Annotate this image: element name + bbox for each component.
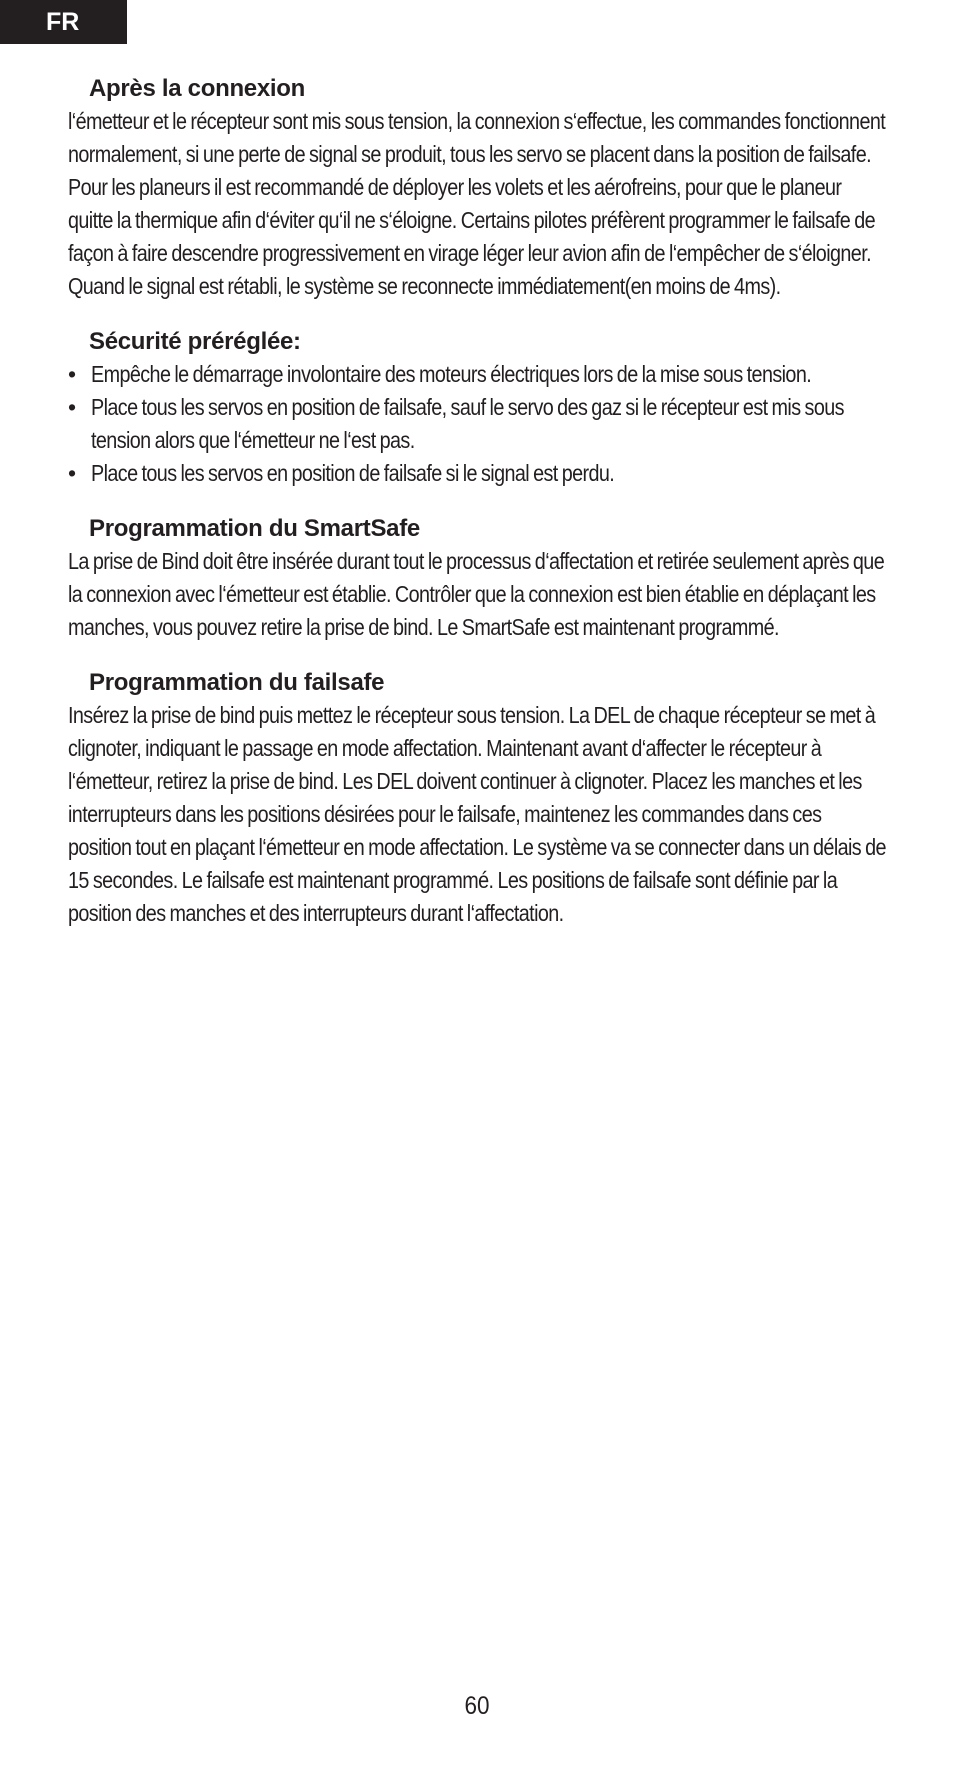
bullet-list: [68, 358, 888, 490]
section-preset-safety: [68, 325, 888, 490]
bullet-icon: •: [68, 394, 77, 420]
section-heading: Programmation du failsafe: [89, 669, 385, 696]
list-item: [68, 457, 888, 490]
section-smartsafe-programming: [68, 512, 888, 644]
section-paragraph: La prise de Bind doit être insérée durant tout le processus d‘affectation et retirée seulement après que la connexion avec l‘émetteur est établie. Contrôler que la connexion est bien établie en déplaçant les manches, vous pouvez retire la prise de bind. Le SmartSafe est maintenant programmé.: [68, 548, 885, 640]
list-item: [68, 358, 888, 391]
section-failsafe-programming: [68, 666, 888, 930]
bullet-icon: •: [68, 361, 77, 387]
list-item-text: Empêche le démarrage involontaire des moteurs électriques lors de la mise sous tension.: [91, 361, 812, 387]
page-number: 60: [464, 1692, 490, 1720]
section-heading: Programmation du SmartSafe: [89, 515, 420, 542]
section-after-binding: [68, 72, 888, 303]
section-paragraph: Insérez la prise de bind puis mettez le récepteur sous tension. La DEL de chaque récepteur se met à clignoter, indiquant le passage en mode affectation. Maintenant avant d‘affecter le récepteur à l‘émetteur, retirez la prise de bind. Les DEL doivent continuer à clignoter. Placez les manches et les interrupteurs dans les positions désirées pour le failsafe, maintenez les commandes dans ces position tout en plaçant l‘émetteur en mode affectation. Le système va se connecter dans un délais de 15 secondes. Le failsafe est maintenant programmé. Les positions de failsafe sont définie par la position des manches et des interrupteurs durant l‘affectation.: [68, 702, 886, 926]
bullet-icon: •: [68, 460, 77, 486]
language-tab: FR: [0, 0, 127, 44]
list-item-text: Place tous les servos en position de failsafe si le signal est perdu.: [91, 460, 615, 486]
document-body: [68, 72, 888, 952]
section-paragraph: l‘émetteur et le récepteur sont mis sous tension, la connexion s‘effectue, les commandes fonctionnent normalement, si une perte de signal se produit, tous les servo se placent dans la position de failsafe. Pour les planeurs il est recommandé de déployer les volets et les aérofreins, pour que le planeur quitte la thermique afin d‘éviter qu‘il ne s‘éloigne. Certains pilotes préfèrent programmer le failsafe de façon à faire descendre progressivement en virage léger leur avion afin de l‘empêcher de s‘éloigner. Quand le signal est rétabli, le système se reconnecte immédiatement(en moins de 4ms).: [68, 108, 886, 299]
list-item-text: Place tous les servos en position de failsafe, sauf le servo des gaz si le récepteur est mis sous tension alors que l‘émetteur ne l‘est pas.: [91, 394, 844, 453]
section-heading: Après la connexion: [89, 75, 305, 102]
section-heading: Sécurité préréglée:: [89, 328, 301, 355]
list-item: [68, 391, 888, 457]
